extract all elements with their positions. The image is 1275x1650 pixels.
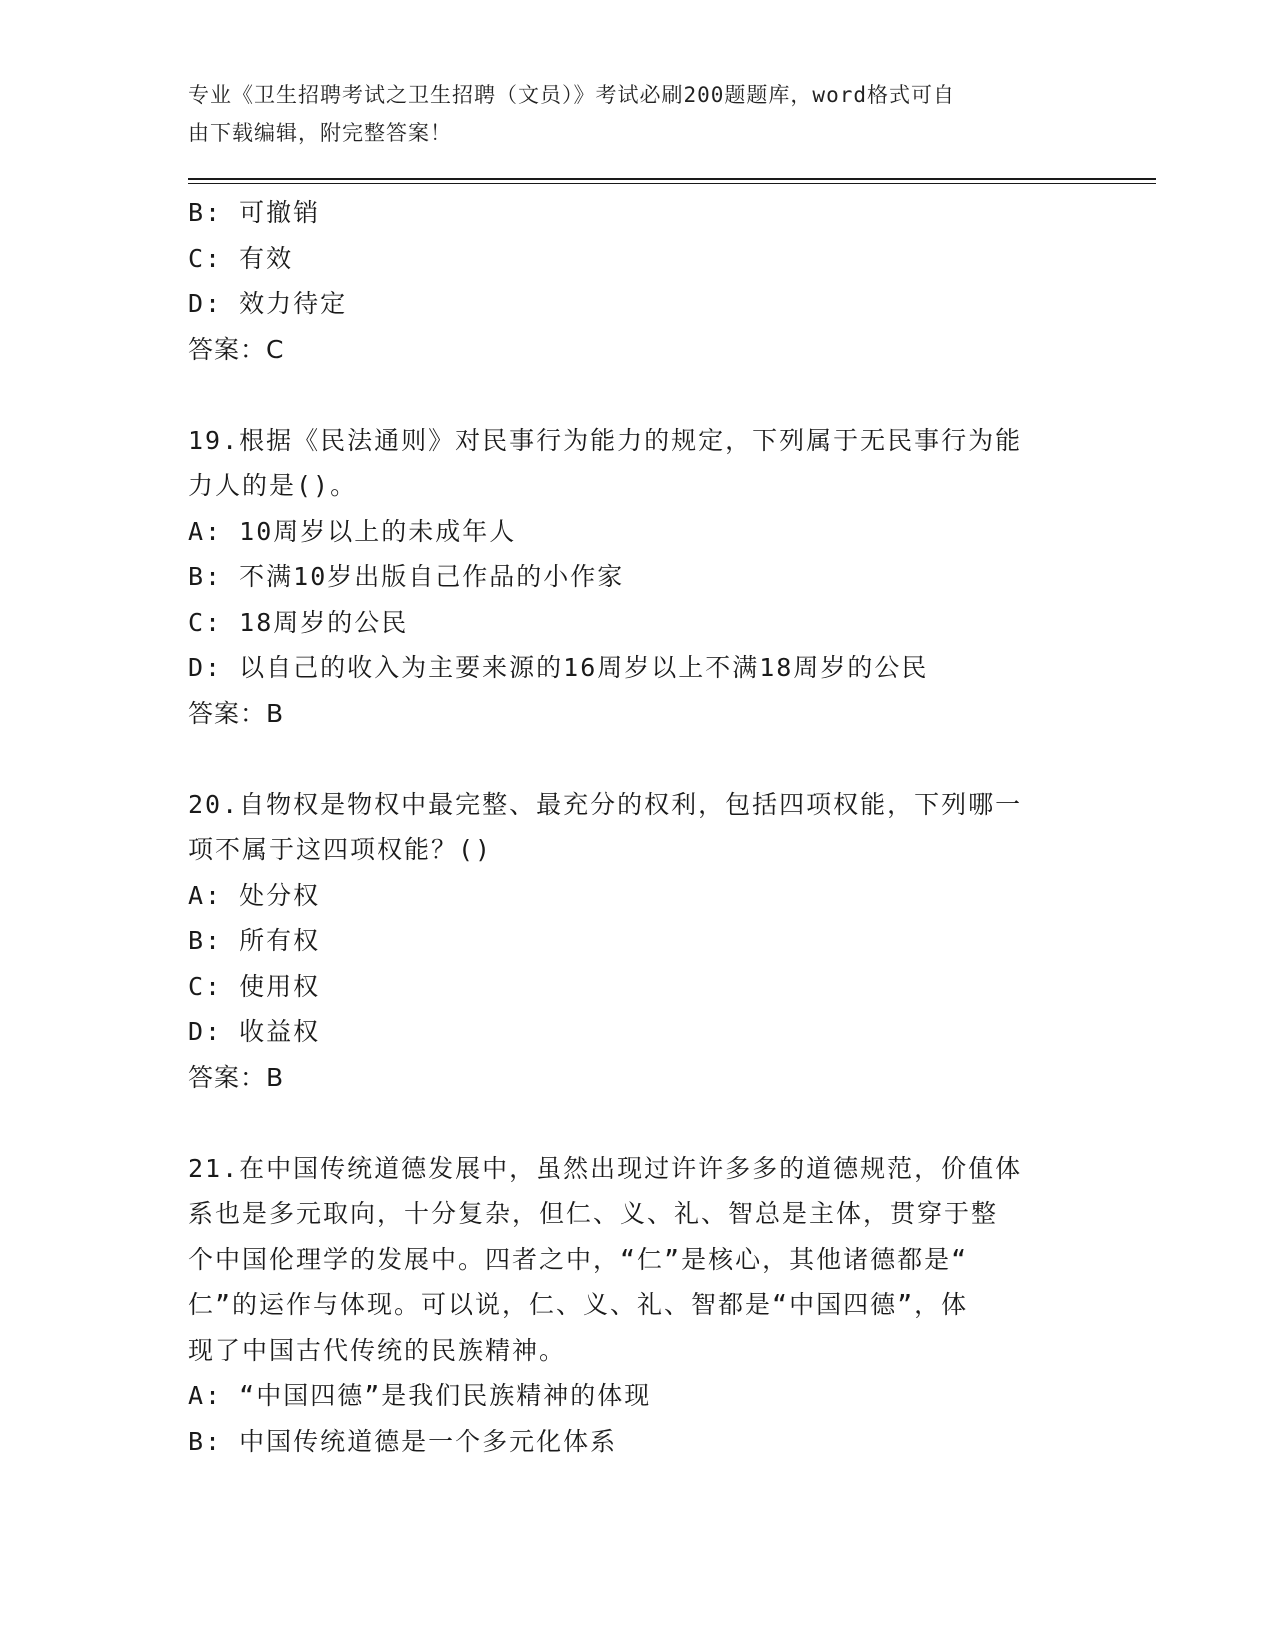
question-stem-line: 个中国伦理学的发展中。四者之中，“仁”是核心，其他诸德都是“	[188, 1244, 969, 1274]
header-rule-thin	[188, 183, 1156, 184]
option-c: C: 18周岁的公民	[188, 607, 409, 637]
header-line-1: 专业《卫生招聘考试之卫生招聘（文员）》考试必刷200题题库，word格式可自	[188, 83, 955, 107]
answer-line: 答案：B	[188, 1062, 285, 1092]
option-c: C: 使用权	[188, 971, 321, 1001]
question-stem-line: 20.自物权是物权中最完整、最充分的权利，包括四项权能，下列哪一	[188, 789, 1023, 819]
option-a: A: 处分权	[188, 880, 321, 910]
option-d: D: 收益权	[188, 1017, 321, 1046]
question-stem-line: 21.在中国传统道德发展中，虽然出现过许许多多的道德规范，价值体	[188, 1153, 1023, 1183]
question-stem-line: 力人的是()。	[188, 471, 358, 500]
answer-line: 答案：C	[188, 334, 285, 364]
spacer	[188, 372, 1068, 418]
question-19	[188, 418, 1068, 737]
option-a: A: “中国四德”是我们民族精神的体现	[188, 1381, 652, 1410]
question-21	[188, 1146, 1068, 1465]
option-d: D: 以自己的收入为主要来源的16周岁以上不满18周岁的公民	[188, 653, 929, 682]
option-b: B: 中国传统道德是一个多元化体系	[188, 1426, 618, 1456]
option-b: B: 所有权	[188, 926, 321, 955]
question-stem-line: 19.根据《民法通则》对民事行为能力的规定，下列属于无民事行为能	[188, 425, 1023, 455]
question-20	[188, 782, 1068, 1101]
document-header	[188, 76, 1068, 152]
answer-line: 答案：B	[188, 698, 285, 728]
spacer	[188, 736, 1068, 782]
header-line-2: 由下载编辑，附完整答案！	[188, 121, 452, 145]
option-c: C: 有效	[188, 243, 294, 273]
option-d: D: 效力待定	[188, 289, 348, 318]
question-stem-line: 系也是多元取向，十分复杂，但仁、义、礼、智总是主体，贯穿于整	[188, 1199, 999, 1228]
question-content	[188, 190, 1068, 1464]
header-rule-thick	[188, 178, 1156, 180]
question-18	[188, 190, 1068, 372]
option-b: B: 可撤销	[188, 198, 321, 227]
spacer	[188, 1100, 1068, 1146]
question-stem-line: 现了中国古代传统的民族精神。	[188, 1335, 567, 1365]
option-b: B: 不满10岁出版自己作品的小作家	[188, 562, 625, 591]
option-a: A: 10周岁以上的未成年人	[188, 516, 517, 546]
question-stem-line: 项不属于这四项权能？()	[188, 835, 493, 864]
question-stem-line: 仁”的运作与体现。可以说，仁、义、礼、智都是“中国四德”，体	[188, 1290, 969, 1319]
